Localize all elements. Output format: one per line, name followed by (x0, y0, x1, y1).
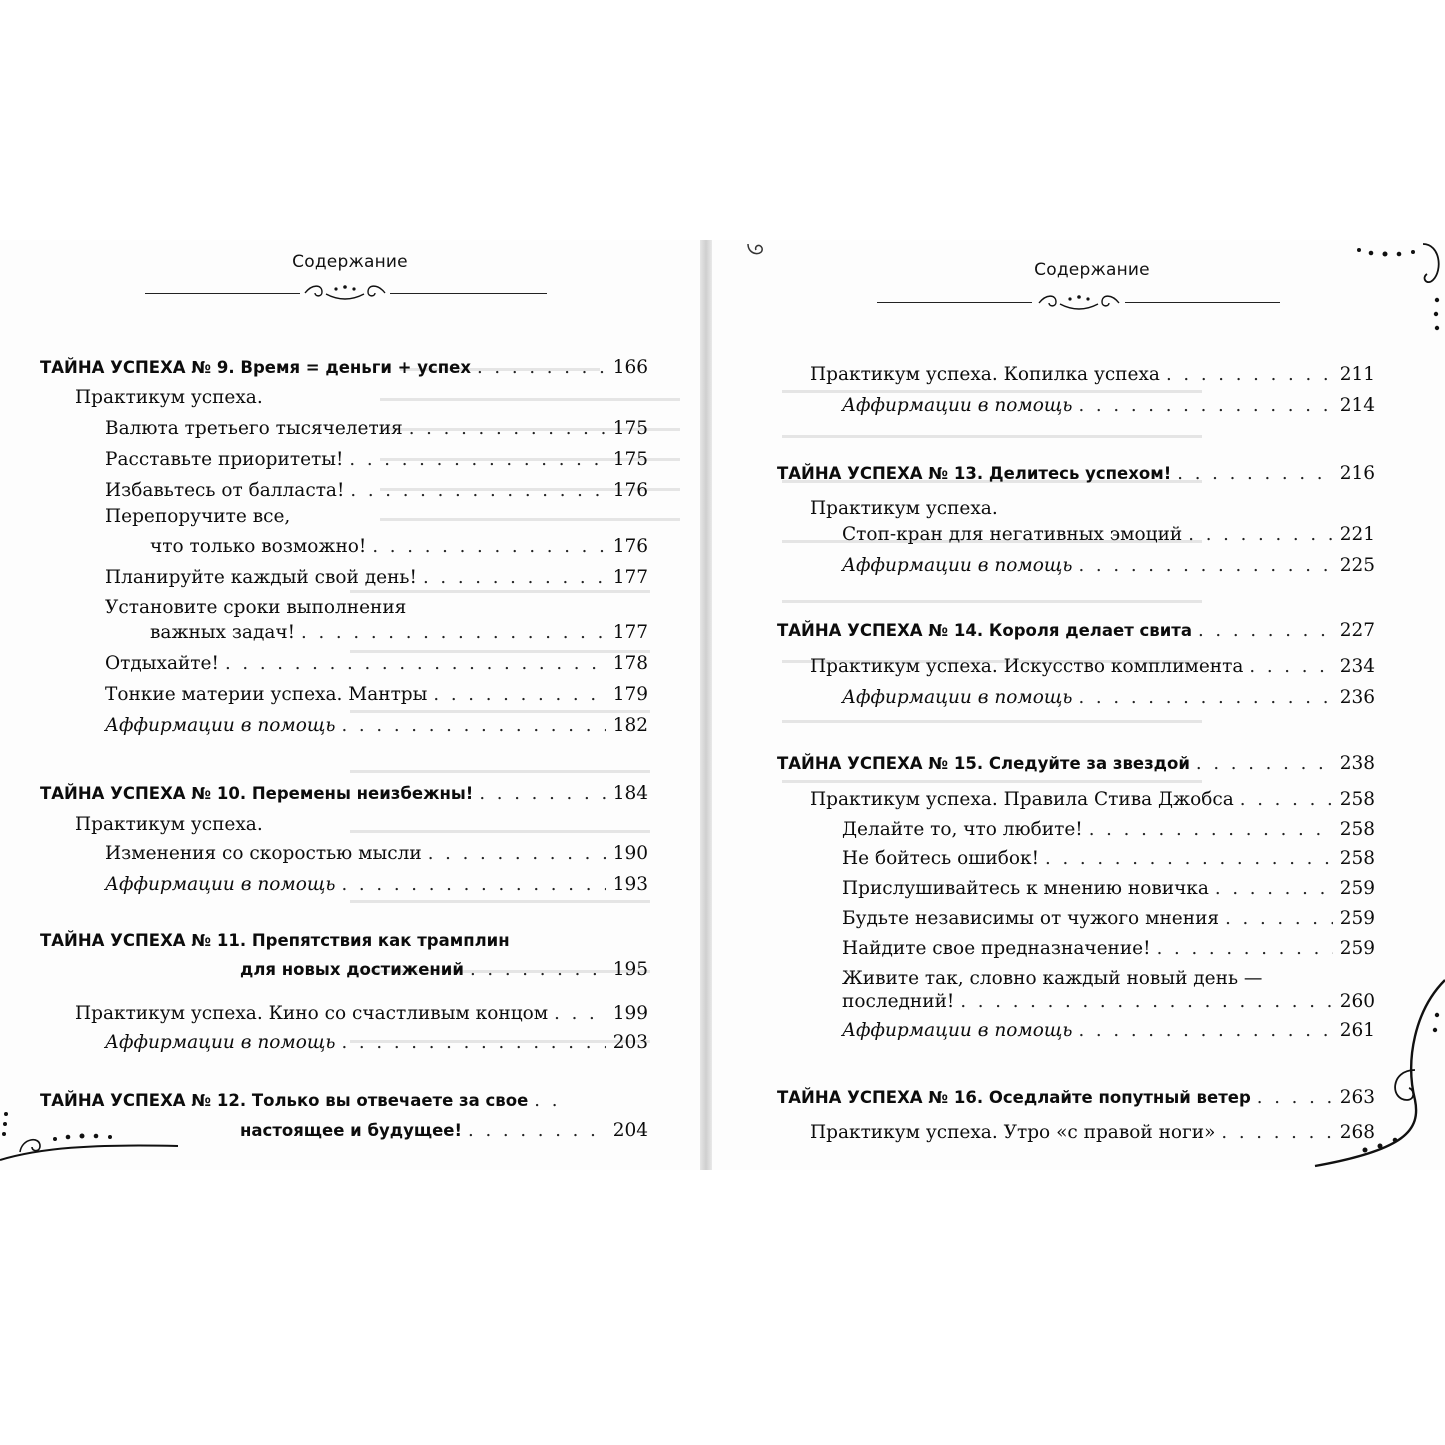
toc-entry (777, 620, 1375, 641)
header-rule-left (877, 302, 1032, 303)
toc-entry-title: Планируйте каждый свой день! (105, 567, 417, 588)
toc-entry-title: Стоп-кран для негативных эмоций (842, 524, 1183, 545)
toc-page-number: 199 (612, 1003, 648, 1024)
toc-entry-title: ТАЙНА УСПЕХА № 14. Короля делает свита (777, 621, 1192, 640)
toc-entry (75, 814, 263, 835)
dot-leader (1157, 938, 1333, 959)
toc-entry-title: последний! (842, 991, 955, 1012)
right-page (712, 240, 1445, 1170)
toc-entry (105, 480, 648, 501)
toc-page-number: 166 (612, 357, 648, 378)
toc-entry (240, 1120, 648, 1141)
toc-entry-title: Практикум успеха. Утро «с правой ноги» (810, 1122, 1216, 1143)
dot-leader (960, 991, 1333, 1012)
dot-leader (1078, 555, 1333, 576)
toc-entry (810, 656, 1375, 677)
dot-leader (341, 874, 606, 895)
toc-entry-title: Не бойтесь ошибок! (842, 848, 1040, 869)
toc-entry-title: Живите так, словно каждый новый день — (842, 968, 1263, 989)
toc-entry (105, 653, 648, 674)
toc-page-number: 268 (1339, 1122, 1375, 1143)
toc-page-number: 234 (1339, 656, 1375, 677)
toc-entry (40, 931, 510, 950)
toc-entry-title: Расставьте приоритеты! (105, 449, 344, 470)
toc-entry (810, 498, 998, 519)
toc-page-number: 227 (1339, 620, 1375, 641)
toc-entry (777, 1087, 1375, 1108)
toc-page-number: 177 (612, 622, 648, 643)
dot-leader (1196, 753, 1333, 774)
toc-entry (777, 753, 1375, 774)
toc-page-number: 261 (1339, 1020, 1375, 1041)
toc-entry-title: Практикум успеха. Правила Стива Джобса (810, 789, 1234, 810)
toc-entry-title: Аффирмации в помощь (842, 687, 1073, 708)
dot-leader (470, 959, 606, 980)
toc-page-number: 178 (612, 653, 648, 674)
toc-page-number: 236 (1339, 687, 1375, 708)
toc-entry (240, 959, 648, 980)
toc-page-number: 204 (612, 1120, 648, 1141)
dot-leader (1045, 848, 1333, 869)
running-header: Содержание (292, 252, 408, 272)
dot-leader (1215, 878, 1333, 899)
toc-page-number: 182 (612, 715, 648, 736)
toc-entry (105, 567, 648, 588)
flourish-ornament-icon (300, 280, 390, 306)
toc-entry-title: важных задач! (150, 622, 296, 643)
book-spread (0, 240, 1445, 1170)
toc-entry (842, 878, 1375, 899)
toc-page-number: 259 (1339, 938, 1375, 959)
toc-entry-title: ТАЙНА УСПЕХА № 11. Препятствия как трамплин (40, 931, 510, 950)
toc-entry (40, 783, 648, 804)
toc-entry (842, 819, 1375, 840)
toc-entry-title: ТАЙНА УСПЕХА № 15. Следуйте за звездой (777, 754, 1190, 773)
toc-entry (842, 908, 1375, 929)
toc-page-number: 184 (612, 783, 648, 804)
toc-entry-title: Установите сроки выполнения (105, 597, 407, 618)
toc-entry (40, 357, 648, 378)
flourish-ornament-icon (1034, 290, 1124, 316)
toc-entry (105, 506, 290, 527)
corner-ornament-icon (0, 1108, 180, 1168)
toc-entry (105, 597, 406, 618)
toc-entry-title: Валюта третьего тысячелетия (105, 418, 403, 439)
dot-leader (301, 622, 606, 643)
running-header: Содержание (1034, 260, 1150, 280)
toc-entry-title: Изменения со скоростью мысли (105, 843, 422, 864)
toc-entry-title: Отдыхайте! (105, 653, 219, 674)
toc-entry (810, 1122, 1375, 1143)
toc-page-number: 258 (1339, 819, 1375, 840)
toc-page-number: 175 (612, 449, 648, 470)
dot-leader (477, 357, 606, 378)
toc-page-number: 193 (612, 874, 648, 895)
dot-leader (1089, 819, 1333, 840)
toc-page-number: 175 (612, 418, 648, 439)
toc-entry (105, 449, 648, 470)
dot-leader (534, 1090, 562, 1111)
dot-leader (1177, 463, 1333, 484)
toc-page-number: 211 (1339, 364, 1375, 385)
toc-entry-title: Аффирмации в помощь (105, 715, 336, 736)
toc-page-number: 179 (612, 684, 648, 705)
toc-page-number: 258 (1339, 789, 1375, 810)
toc-entry (842, 848, 1375, 869)
toc-entry-title: Перепоручите все, (105, 506, 291, 527)
toc-page-number: 238 (1339, 753, 1375, 774)
dot-leader (433, 684, 606, 705)
toc-entry-title: Тонкие материи успеха. Мантры (105, 684, 428, 705)
dot-leader (1188, 524, 1333, 545)
toc-entry-title: Практикум успеха. Копилка успеха (810, 364, 1160, 385)
toc-entry-title: настоящее и будущее! (240, 1121, 462, 1140)
toc-entry (105, 843, 648, 864)
toc-entry (777, 463, 1375, 484)
corner-ornament-icon (1345, 240, 1445, 360)
toc-entry (105, 874, 648, 895)
toc-entry (842, 524, 1375, 545)
toc-page-number: 216 (1339, 463, 1375, 484)
bleed-through-text (0, 240, 700, 1170)
dot-leader (1249, 656, 1333, 677)
toc-entry (150, 536, 648, 557)
book-gutter (700, 240, 712, 1170)
dot-leader (1078, 687, 1333, 708)
dot-leader (1240, 789, 1333, 810)
toc-entry-title: ТАЙНА УСПЕХА № 16. Оседлайте попутный ветер (777, 1088, 1251, 1107)
dot-leader (1198, 620, 1333, 641)
toc-entry-title: Делайте то, что любите! (842, 819, 1083, 840)
dot-leader (1078, 395, 1333, 416)
toc-page-number: 260 (1339, 991, 1375, 1012)
header-rule-right (390, 293, 547, 294)
toc-page-number: 258 (1339, 848, 1375, 869)
toc-entry-title: ТАЙНА УСПЕХА № 13. Делитесь успехом! (777, 464, 1172, 483)
toc-entry-title: Прислушивайтесь к мнению новичка (842, 878, 1209, 899)
dot-leader (409, 418, 606, 439)
dot-leader (1225, 908, 1333, 929)
toc-entry (842, 968, 1262, 989)
toc-entry (105, 1032, 648, 1053)
toc-entry-title: Аффирмации в помощь (842, 395, 1073, 416)
toc-entry (810, 789, 1375, 810)
dot-leader (1166, 364, 1333, 385)
toc-entry-title: Практикум успеха. (75, 387, 263, 408)
dot-leader (479, 783, 606, 804)
toc-entry (105, 684, 648, 705)
dot-leader (554, 1003, 606, 1024)
toc-entry-title: Практикум успеха. Кино со счастливым концом (75, 1003, 549, 1024)
toc-entry-title: Практикум успеха. (75, 814, 263, 835)
toc-page-number: 190 (612, 843, 648, 864)
toc-page-number: 259 (1339, 878, 1375, 899)
toc-entry-title: Избавьтесь от балласта! (105, 480, 345, 501)
header-rule-left (145, 293, 300, 294)
toc-entry (105, 715, 648, 736)
toc-entry-title: Аффирмации в помощь (842, 555, 1073, 576)
left-page (0, 240, 700, 1170)
toc-entry-title: Найдите свое предназначение! (842, 938, 1151, 959)
dot-leader (423, 567, 606, 588)
toc-entry (150, 622, 648, 643)
toc-page-number: 176 (612, 480, 648, 501)
toc-entry-title: для новых достижений (240, 960, 464, 979)
toc-entry (810, 364, 1375, 385)
toc-entry-title: Будьте независимы от чужого мнения (842, 908, 1220, 929)
dot-leader (225, 653, 606, 674)
dot-leader (349, 449, 606, 470)
dot-leader (468, 1120, 606, 1141)
top-left-swirl-icon (742, 240, 782, 270)
toc-entry-title: Аффирмации в помощь (105, 874, 336, 895)
toc-entry (75, 1003, 648, 1024)
toc-entry-title: Практикум успеха. Искусство комплимента (810, 656, 1244, 677)
toc-page-number: 259 (1339, 908, 1375, 929)
toc-entry-title: ТАЙНА УСПЕХА № 10. Перемены неизбежны! (40, 784, 474, 803)
dot-leader (350, 480, 606, 501)
toc-page-number: 214 (1339, 395, 1375, 416)
toc-page-number: 195 (612, 959, 648, 980)
toc-entry-title: что только возможно! (150, 536, 367, 557)
corner-ornament-icon (1295, 970, 1445, 1170)
toc-page-number: 203 (612, 1032, 648, 1053)
header-rule-right (1125, 302, 1280, 303)
toc-entry (842, 938, 1375, 959)
dot-leader (341, 1032, 606, 1053)
toc-page-number: 263 (1339, 1087, 1375, 1108)
toc-entry (842, 395, 1375, 416)
dot-leader (372, 536, 606, 557)
dot-leader (428, 843, 606, 864)
toc-entry-title: ТАЙНА УСПЕХА № 9. Время = деньги + успех (40, 358, 471, 377)
toc-entry-title: Аффирмации в помощь (105, 1032, 336, 1053)
dot-leader (341, 715, 606, 736)
toc-entry (842, 687, 1375, 708)
toc-entry (842, 555, 1375, 576)
toc-entry (105, 418, 648, 439)
toc-page-number: 177 (612, 567, 648, 588)
toc-page-number: 176 (612, 536, 648, 557)
toc-entry-title: ТАЙНА УСПЕХА № 12. Только вы отвечаете за свое (40, 1091, 529, 1110)
toc-page-number: 225 (1339, 555, 1375, 576)
toc-entry (75, 387, 263, 408)
toc-page-number: 221 (1339, 524, 1375, 545)
toc-entry-title: Аффирмации в помощь (842, 1020, 1073, 1041)
toc-entry-title: Практикум успеха. (810, 498, 998, 519)
